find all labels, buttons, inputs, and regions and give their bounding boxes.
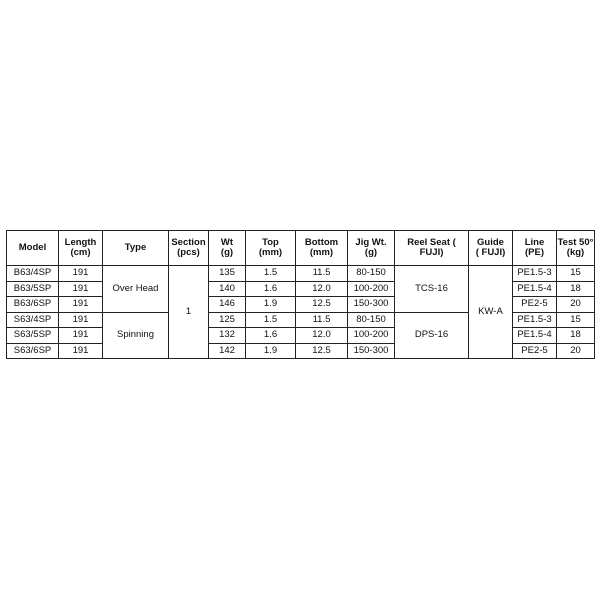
cell-length: 191 [59,328,103,344]
cell-model: S63/4SP [7,312,59,328]
header-reel-seat: Reel Seat ( FUJI) [395,231,469,266]
header-jig-wt: Jig Wt. (g) [348,231,395,266]
cell-jig-wt: 80-150 [348,266,395,282]
cell-bottom: 12.0 [296,281,348,297]
cell-test: 15 [557,312,595,328]
header-model: Model [7,231,59,266]
header-section: Section (pcs) [169,231,209,266]
header-top: Top (mm) [246,231,296,266]
cell-length: 191 [59,266,103,282]
cell-reel-seat-spinning: DPS-16 [395,312,469,359]
cell-type-overhead: Over Head [103,266,169,313]
cell-bottom: 12.5 [296,297,348,313]
cell-length: 191 [59,297,103,313]
cell-wt: 146 [209,297,246,313]
cell-length: 191 [59,281,103,297]
cell-top: 1.9 [246,297,296,313]
cell-top: 1.5 [246,312,296,328]
cell-wt: 140 [209,281,246,297]
header-wt: Wt (g) [209,231,246,266]
cell-line: PE2-5 [513,343,557,359]
cell-model: B63/5SP [7,281,59,297]
cell-jig-wt: 150-300 [348,343,395,359]
cell-reel-seat-overhead: TCS-16 [395,266,469,313]
cell-test: 20 [557,297,595,313]
cell-line: PE1.5-3 [513,266,557,282]
cell-top: 1.9 [246,343,296,359]
cell-jig-wt: 100-200 [348,281,395,297]
cell-model: B63/6SP [7,297,59,313]
cell-section: 1 [169,266,209,359]
cell-line: PE2-5 [513,297,557,313]
cell-wt: 135 [209,266,246,282]
cell-guide: KW-A [469,266,513,359]
cell-test: 15 [557,266,595,282]
cell-bottom: 11.5 [296,266,348,282]
cell-line: PE1.5-4 [513,328,557,344]
cell-line: PE1.5-4 [513,281,557,297]
header-length: Length (cm) [59,231,103,266]
cell-test: 20 [557,343,595,359]
cell-type-spinning: Spinning [103,312,169,359]
cell-model: S63/6SP [7,343,59,359]
cell-model: S63/5SP [7,328,59,344]
cell-model: B63/4SP [7,266,59,282]
header-guide: Guide ( FUJI) [469,231,513,266]
header-row [7,231,595,266]
cell-jig-wt: 150-300 [348,297,395,313]
cell-bottom: 12.5 [296,343,348,359]
cell-top: 1.5 [246,266,296,282]
header-test: Test 50° (kg) [557,231,595,266]
header-line: Line (PE) [513,231,557,266]
cell-length: 191 [59,312,103,328]
rod-spec-table [6,230,595,359]
cell-length: 191 [59,343,103,359]
table-row [7,266,595,282]
cell-bottom: 11.5 [296,312,348,328]
cell-line: PE1.5-3 [513,312,557,328]
cell-wt: 142 [209,343,246,359]
cell-top: 1.6 [246,328,296,344]
cell-jig-wt: 100-200 [348,328,395,344]
cell-wt: 125 [209,312,246,328]
cell-test: 18 [557,328,595,344]
cell-bottom: 12.0 [296,328,348,344]
header-type: Type [103,231,169,266]
header-bottom: Bottom (mm) [296,231,348,266]
cell-test: 18 [557,281,595,297]
cell-wt: 132 [209,328,246,344]
cell-top: 1.6 [246,281,296,297]
cell-jig-wt: 80-150 [348,312,395,328]
